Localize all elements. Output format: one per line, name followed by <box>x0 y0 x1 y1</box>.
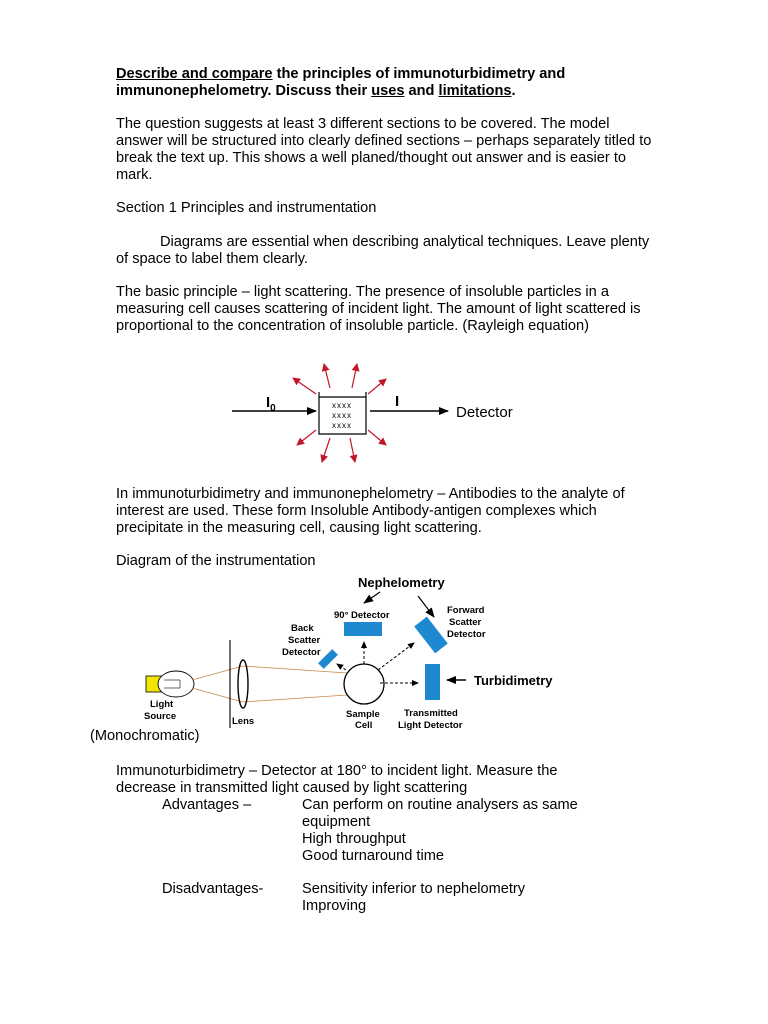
transmitted-detector-label-2: Light Detector <box>398 720 463 731</box>
disadvantages-label: Disadvantages- <box>162 881 264 897</box>
monochromatic-label: (Monochromatic) <box>90 728 200 744</box>
detector-90-degree <box>344 622 382 636</box>
particle-row-2: xxxx <box>332 411 352 420</box>
forward-scatter-label-1: Forward <box>447 605 485 616</box>
light-beam <box>192 666 362 702</box>
light-scattering-diagram <box>220 356 540 471</box>
forward-scatter-detector <box>414 617 448 654</box>
light-source-bulb <box>146 671 194 697</box>
turbidimetry-label: Turbidimetry <box>474 673 553 688</box>
back-scatter-label-3: Detector <box>282 647 321 658</box>
transmitted-intensity-label: I <box>395 393 400 410</box>
light-source-label-1: Light <box>150 699 174 710</box>
advantage-item-1: Can perform on routine analysers as same <box>302 797 578 813</box>
sample-cell-label-2: Cell <box>355 720 373 731</box>
turbidimetry-line-2: decrease in transmitted light caused by light scattering <box>116 780 468 796</box>
question-part-1: Describe and compare <box>116 66 273 82</box>
advantages-label: Advantages – <box>162 797 252 813</box>
immuno-paragraph: In immunoturbidimetry and immunonephelometry – Antibodies to the analyte of interest are used. These form Insoluble Antibody-antigen complexes which precipitate in the measuring cell, causing light scattering. <box>116 486 625 536</box>
lens-label: Lens <box>232 716 255 727</box>
nephelometry-arrow-90 <box>364 592 380 603</box>
incident-intensity-label: $I_0$ <box>266 394 276 414</box>
instrumentation-diagram <box>136 570 576 745</box>
forward-scatter-label-3: Detector <box>447 629 486 640</box>
question-part-3: uses <box>371 83 405 99</box>
intro-paragraph: The question suggests at least 3 different sections to be covered. The model answer will be structured into clearly defined sections – perhaps separately titled to break the text up. This shows a well planed/thought out answer and is easier to mark. <box>116 116 652 183</box>
section-1-heading: Section 1 Principles and instrumentation <box>116 200 377 216</box>
nephelometry-arrow-forward <box>418 596 434 617</box>
diagrams-note: Diagrams are essential when describing analytical techniques. Leave plenty of space to label them clearly. <box>116 234 650 267</box>
turbidimetry-line-1: Immunoturbidimetry – Detector at 180° to incident light. Measure the <box>116 763 558 779</box>
forward-scatter-label-2: Scatter <box>449 617 482 628</box>
disadvantage-item-1: Sensitivity inferior to nephelometry <box>302 881 526 897</box>
advantage-item-3: High throughput <box>302 831 406 847</box>
detector-90-label: 90° Detector <box>334 610 390 621</box>
disadvantage-item-2: Improving <box>302 898 367 914</box>
question-part-4: and <box>404 83 439 99</box>
basic-principle-paragraph: The basic principle – light scattering. The presence of insoluble particles in a measuring cell causes scattering of incident light. The amount of light scattered is proportional to the concentration of insoluble particle. (Rayleigh equation) <box>116 284 641 334</box>
instrumentation-heading: Diagram of the instrumentation <box>116 553 316 569</box>
lens <box>238 660 248 708</box>
question-part-6: . <box>511 83 516 99</box>
transmitted-detector-label-1: Transmitted <box>404 708 458 719</box>
advantage-item-4: Good turnaround time <box>302 848 444 864</box>
transmitted-light-detector <box>425 664 440 700</box>
nephelometry-label: Nephelometry <box>358 575 445 590</box>
light-source-label-2: Source <box>144 711 177 722</box>
sample-cell-label-1: Sample <box>346 709 380 720</box>
detector-label: Detector <box>456 404 513 421</box>
question-heading <box>116 66 636 100</box>
back-scatter-label-2: Scatter <box>288 635 321 646</box>
question-part-2: the principles of immunoturbidimetry and immunonephelometry. Discuss their <box>116 66 566 99</box>
particle-row-3: xxxx <box>332 421 352 430</box>
particle-row-1: xxxx <box>332 401 352 410</box>
question-part-5: limitations <box>438 83 512 99</box>
back-scatter-label-1: Back <box>291 623 314 634</box>
advantage-item-2: equipment <box>302 814 371 830</box>
back-scatter-detector <box>318 649 338 669</box>
